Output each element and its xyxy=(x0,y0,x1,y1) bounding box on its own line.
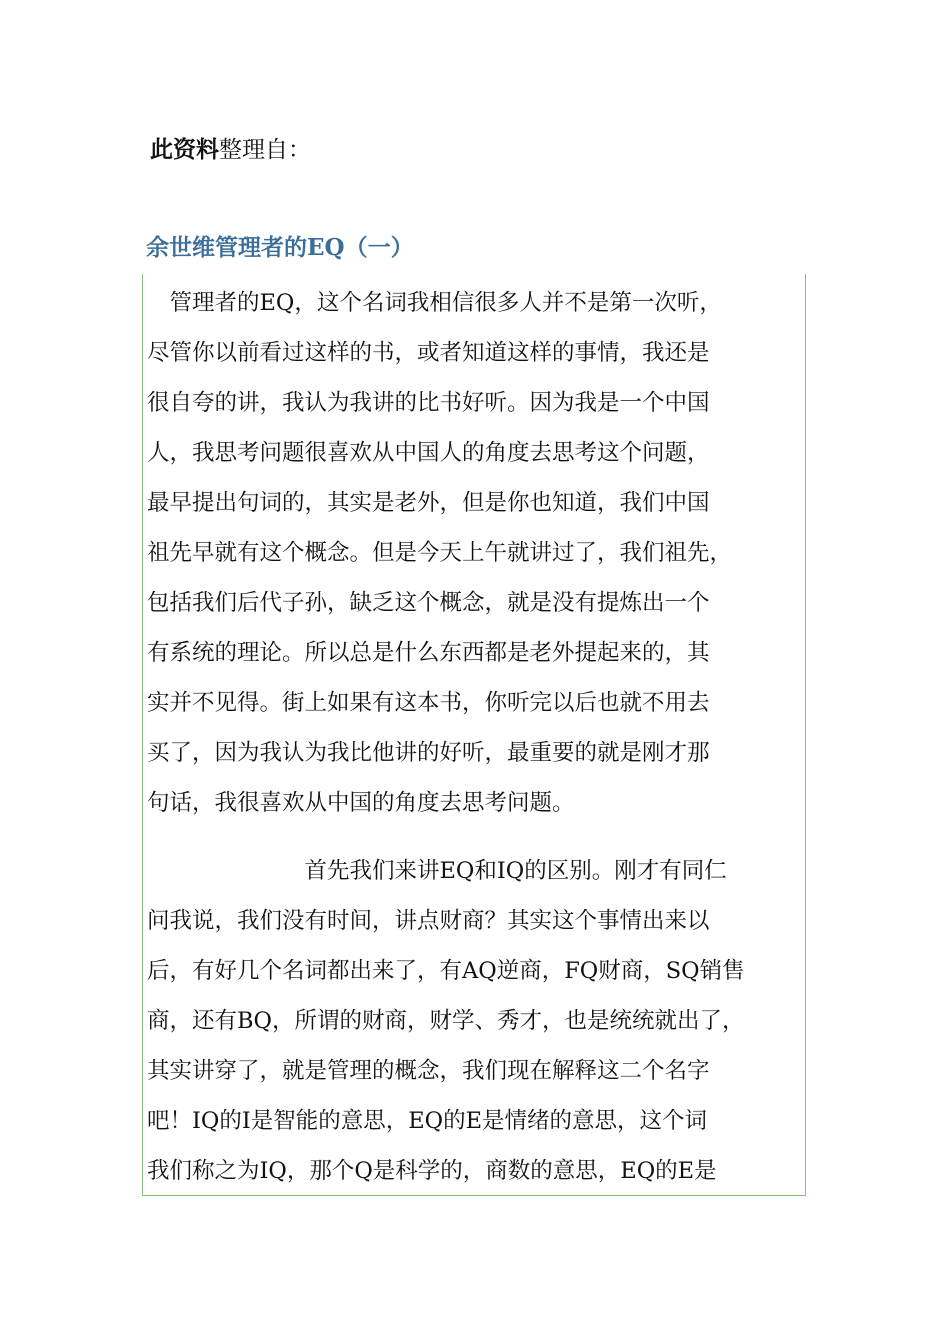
text-line: 包括我们后代子孙，缺乏这个概念，就是没有提炼出一个 xyxy=(147,590,710,616)
text-line: 祖先早就有这个概念。但是今天上午就讲过了，我们祖先， xyxy=(147,540,733,566)
paragraph-1 xyxy=(147,278,807,828)
text-line: 后，有好几个名词都出来了，有AQ逆商，FQ财商，SQ销售 xyxy=(147,958,745,984)
text-line: 很自夸的讲，我认为我讲的比书好听。因为我是一个中国 xyxy=(147,390,710,416)
text-line: 尽管你以前看过这样的书，或者知道这样的事情，我还是 xyxy=(147,340,710,366)
text-line: 问我说，我们没有时间，讲点财商？其实这个事情出来以 xyxy=(147,908,710,934)
text-line: 句话，我很喜欢从中国的角度去思考问题。 xyxy=(147,790,575,816)
text-line: 实并不见得。街上如果有这本书，你听完以后也就不用去 xyxy=(147,690,710,716)
text-line: 人，我思考问题很喜欢从中国人的角度去思考这个问题， xyxy=(147,440,710,466)
text-line: 最早提出句词的，其实是老外，但是你也知道，我们中国 xyxy=(147,490,710,516)
text-line: 买了，因为我认为我比他讲的好听，最重要的就是刚才那 xyxy=(147,740,710,766)
source-line xyxy=(150,130,311,170)
source-label-bold: 此资料 xyxy=(150,136,219,163)
text-line: 管理者的EQ，这个名词我相信很多人并不是第一次听， xyxy=(147,290,722,316)
text-line: 商，还有BQ，所谓的财商，财学、秀才，也是统统就出了， xyxy=(147,1008,745,1034)
source-label-rest: 整理自： xyxy=(219,137,311,163)
border-tick-left xyxy=(142,822,143,844)
paragraph-2 xyxy=(147,846,807,1196)
text-line: 其实讲穿了，就是管理的概念，我们现在解释这二个名字 xyxy=(147,1058,710,1084)
text-line: 首先我们来讲EQ和IQ的区别。刚才有同仁 xyxy=(147,858,727,884)
article-title: 余世维管理者的EQ（一） xyxy=(146,234,414,261)
text-line: 吧！IQ的I是智能的意思，EQ的E是情绪的意思，这个词 xyxy=(147,1108,708,1134)
content-box xyxy=(142,274,806,1196)
text-line: 有系统的理论。所以总是什么东西都是老外提起来的，其 xyxy=(147,640,710,666)
text-line: 我们称之为IQ，那个Q是科学的，商数的意思，EQ的E是 xyxy=(147,1158,717,1184)
